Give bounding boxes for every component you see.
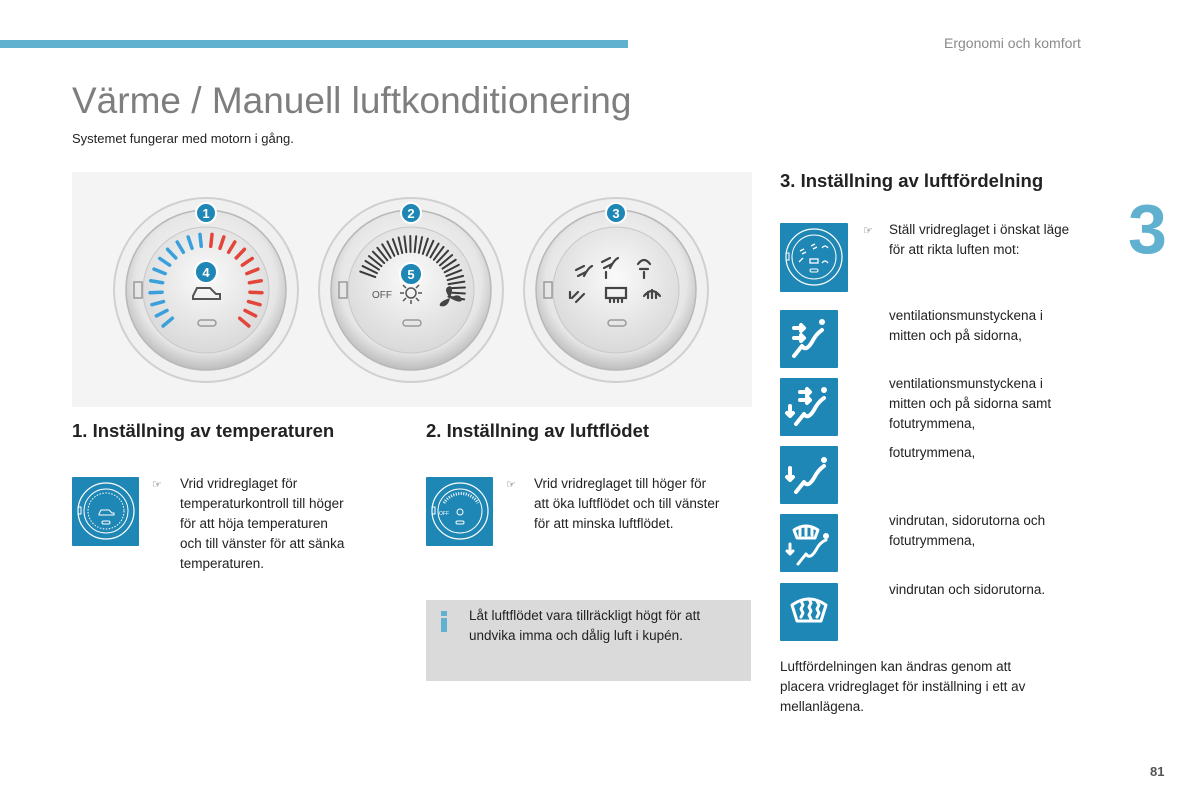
section-3-intro: Ställ vridreglaget i önskat läge för att rikta luften mot: xyxy=(889,222,1070,257)
option-5-text: vindrutan och sidorutorna. xyxy=(889,582,1046,597)
windscreen-feet-icon xyxy=(780,514,838,572)
distribution-dial-icon xyxy=(780,223,848,292)
dial1ticks-tick xyxy=(211,234,212,246)
airflow-dial-icon xyxy=(426,477,493,546)
header-accent-bar xyxy=(0,40,628,48)
distribution-dial xyxy=(524,198,708,382)
bullet-icon: ☞ xyxy=(152,479,162,491)
temperature-dial-icon xyxy=(72,477,139,546)
dial1ticks-tick xyxy=(250,292,262,293)
svg-text:OFF: OFF xyxy=(439,511,449,517)
dial-off-label: OFF xyxy=(372,290,392,301)
dial1ticks-tick xyxy=(151,281,163,283)
section-3-heading: 3. Inställning av luftfördelning xyxy=(780,170,1044,191)
airflow-dial xyxy=(319,198,503,382)
option-3-text: fotutrymmena, xyxy=(889,445,976,460)
section-name: Ergonomi och komfort xyxy=(944,35,1081,51)
chapter-number: 3 xyxy=(1128,190,1167,268)
info-icon xyxy=(440,611,447,631)
page-number: 81 xyxy=(1150,764,1165,779)
dial-3-number: 3 xyxy=(612,206,620,221)
option-2-text: ventilationsmunstyckena i mitten och på sidorna samt fotutrymmena, xyxy=(889,376,1052,431)
section-1-text: Vrid vridreglaget för temperaturkontroll till höger för att höja temperaturen och till vänster för att sänka temperaturen. xyxy=(180,476,345,571)
dial1ticks-tick xyxy=(150,292,162,293)
control-panel-svg xyxy=(72,172,752,407)
bullet-icon: ☞ xyxy=(863,225,873,237)
section-2-text: Vrid vridreglaget till höger för att öka luftflödet och till vänster för att minska luftflödet. xyxy=(534,476,720,531)
page-title: Värme / Manuell luftkonditionering xyxy=(72,80,632,121)
bullet-icon: ☞ xyxy=(506,479,516,491)
vent-center-side-feet-icon xyxy=(780,378,838,436)
info-text: Låt luftflödet vara tillräckligt högt för att undvika imma och dålig luft i kupén. xyxy=(469,608,701,643)
page-subtitle: Systemet fungerar med motorn i gång. xyxy=(72,131,294,146)
control-panel-illustration xyxy=(72,172,752,407)
temperature-dial xyxy=(114,198,298,382)
section-2-heading: 2. Inställning av luftflödet xyxy=(426,420,650,441)
dial1ticks-tick xyxy=(249,281,261,283)
dial-2-number: 2 xyxy=(407,206,415,221)
feet-icon xyxy=(780,446,838,504)
option-1-text: ventilationsmunstyckena i mitten och på sidorna, xyxy=(889,308,1043,343)
section-3-footer: Luftfördelningen kan ändras genom att placera vridreglaget för inställning i ett av mellanlägena. xyxy=(780,659,1026,714)
dial1ticks-tick xyxy=(200,234,201,246)
windscreen-demist-icon xyxy=(780,583,838,641)
dial-marker-4: 4 xyxy=(202,265,210,280)
dial-1-number: 1 xyxy=(202,206,210,221)
option-4-text: vindrutan, sidorutorna och fotutrymmena, xyxy=(889,513,1046,548)
dial-marker-5: 5 xyxy=(407,267,415,282)
vent-center-side-icon xyxy=(780,310,838,368)
section-1-heading: 1. Inställning av temperaturen xyxy=(72,420,335,441)
